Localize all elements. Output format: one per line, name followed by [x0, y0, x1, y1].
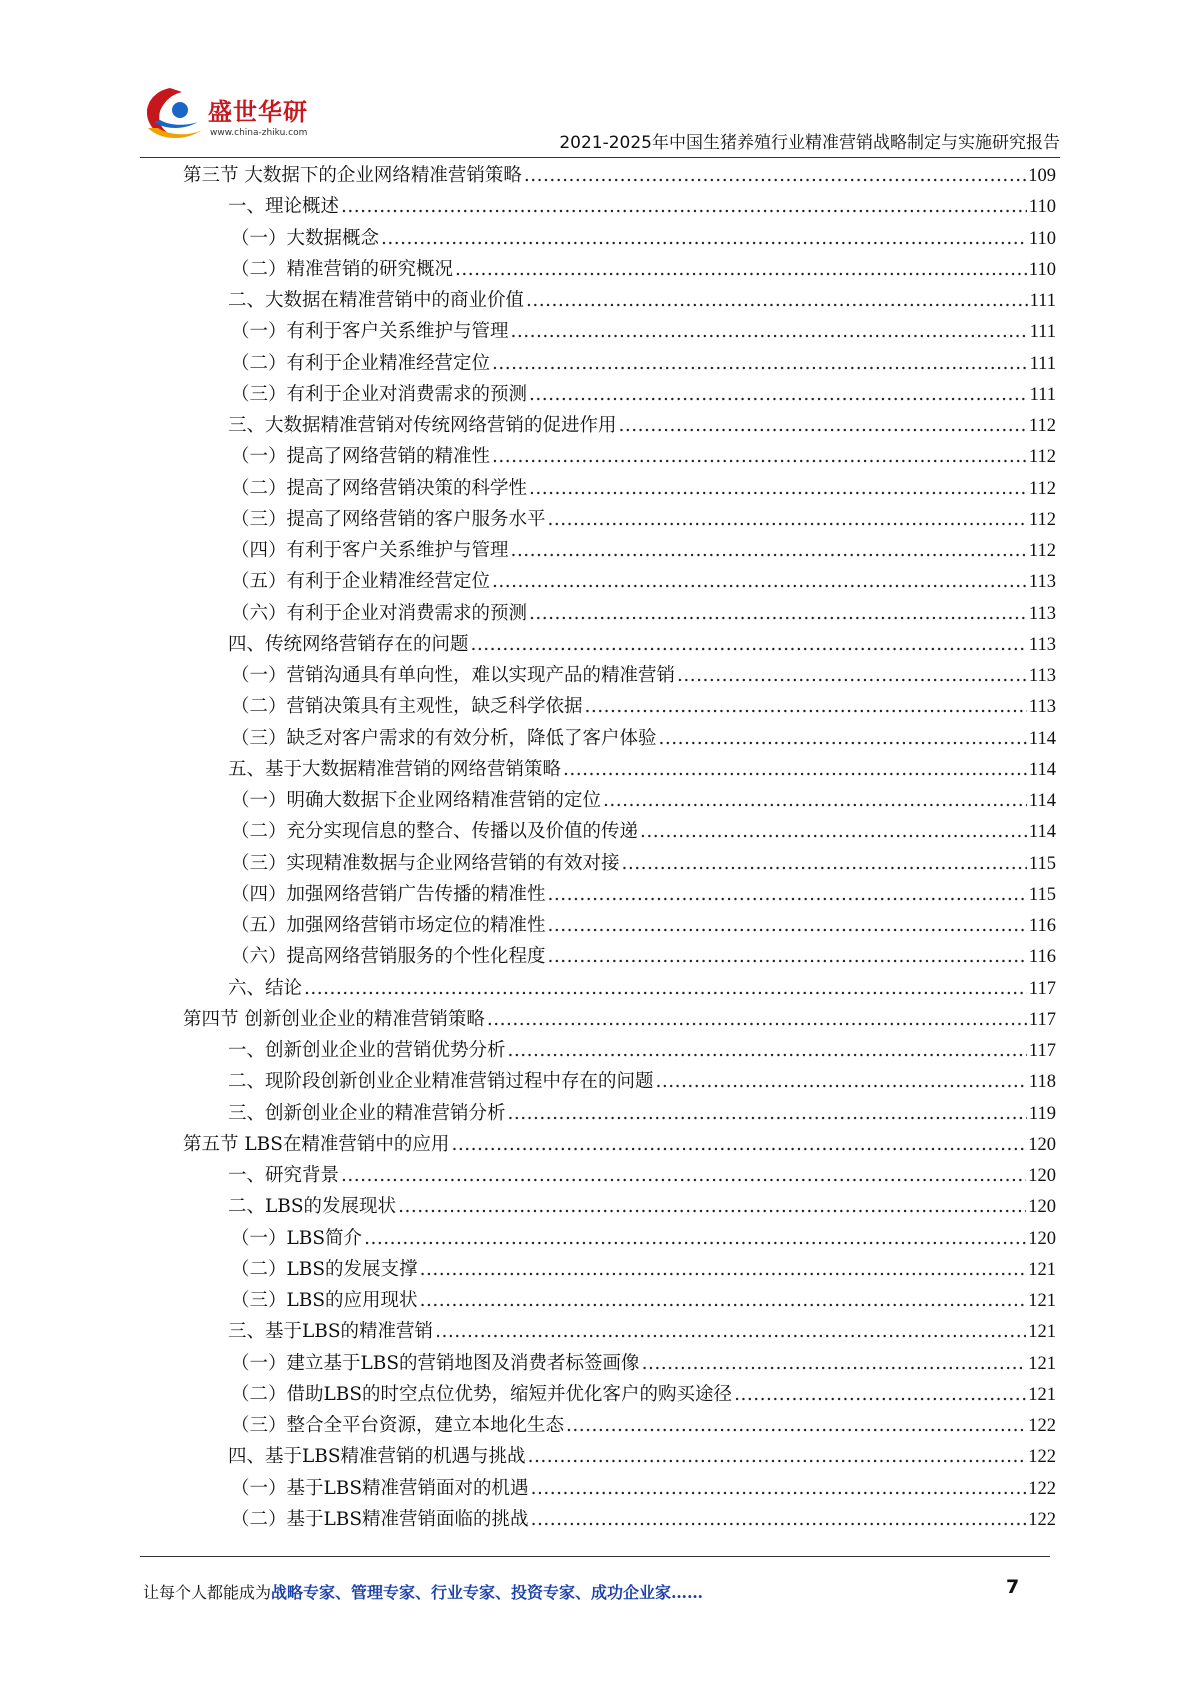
toc-entry[interactable]: [183, 1285, 1056, 1316]
toc-leader-dots: [659, 723, 1027, 754]
toc-leader-dots: [531, 1504, 1027, 1535]
toc-entry-page: 112: [1028, 541, 1056, 561]
toc-entry-page: 118: [1028, 1072, 1056, 1093]
toc-leader-dots: [622, 848, 1027, 879]
toc-entry-label: （三）LBS的应用现状: [231, 1290, 418, 1311]
toc-entry-page: 112: [1028, 416, 1056, 436]
toc-leader-dots: [734, 1379, 1026, 1410]
toc-entry-label: 一、研究背景: [228, 1165, 340, 1186]
toc-leader-dots: [640, 816, 1027, 847]
toc-entry-label: （三）有利于企业对消费需求的预测: [231, 383, 528, 405]
toc-entry-page: 113: [1028, 603, 1056, 624]
toc-entry[interactable]: [183, 785, 1056, 816]
toc-entry-page: 112: [1028, 447, 1056, 468]
toc-entry[interactable]: [183, 660, 1056, 691]
footer-divider: [140, 1556, 1050, 1557]
toc-entry[interactable]: [183, 348, 1056, 379]
logo-url-text: www.china-zhiku.com: [210, 128, 308, 138]
toc-entry[interactable]: [183, 410, 1056, 441]
toc-entry[interactable]: [183, 1504, 1056, 1535]
toc-entry[interactable]: [183, 223, 1056, 254]
toc-entry[interactable]: [183, 910, 1056, 941]
toc-leader-dots: [619, 410, 1027, 441]
toc-leader-dots: [526, 285, 1028, 316]
toc-entry-page: 109: [1028, 166, 1056, 186]
toc-entry-page: 122: [1028, 1447, 1056, 1468]
toc-entry-label: 第三节 大数据下的企业网络精准营销策略: [183, 165, 522, 186]
toc-entry[interactable]: [183, 1316, 1056, 1347]
toc-entry[interactable]: [183, 316, 1056, 347]
toc-entry-page: 122: [1028, 1509, 1056, 1530]
toc-leader-dots: [548, 941, 1027, 972]
toc-leader-dots: [529, 598, 1027, 629]
toc-leader-dots: [528, 1441, 1027, 1472]
toc-entry-label: （三）缺乏对客户需求的有效分析，降低了客户体验: [231, 727, 657, 749]
toc-entry-page: 113: [1028, 634, 1056, 655]
footer-slogan: [143, 1580, 703, 1603]
toc-leader-dots: [341, 1160, 1026, 1191]
toc-entry-label: （二）借助LBS的时空点位优势，缩短并优化客户的购买途径: [231, 1383, 733, 1405]
toc-entry[interactable]: [183, 1223, 1056, 1254]
toc-entry-label: 四、基于LBS精准营销的机遇与挑战: [228, 1446, 526, 1468]
toc-entry-page: 121: [1028, 1291, 1056, 1311]
page-header: [140, 78, 1060, 158]
toc-leader-dots: [364, 1223, 1026, 1254]
toc-leader-dots: [529, 379, 1028, 410]
toc-entry[interactable]: [183, 629, 1056, 660]
toc-entry-label: （二）基于LBS精准营销面临的挑战: [231, 1508, 529, 1530]
toc-entry-page: 119: [1028, 1103, 1056, 1124]
toc-entry[interactable]: [183, 1348, 1056, 1379]
toc-entry-page: 110: [1028, 259, 1056, 280]
toc-entry-label: 一、创新创业企业的营销优势分析: [228, 1040, 506, 1061]
logo-emblem-icon: [140, 84, 210, 150]
toc-leader-dots: [508, 1035, 1027, 1066]
toc-entry-page: 117: [1028, 978, 1056, 999]
footer-slogan-highlight: 战略专家、管理专家、行业专家、投资专家、成功企业家……: [271, 1583, 704, 1602]
toc-leader-dots: [398, 1191, 1026, 1222]
toc-entry[interactable]: [183, 1410, 1056, 1441]
toc-entry-page: 112: [1028, 478, 1056, 499]
toc-entry-label: （一）有利于客户关系维护与管理: [231, 321, 509, 343]
toc-entry-label: （二）提高了网络营销决策的科学性: [231, 477, 528, 499]
toc-entry-label: （三）实现精准数据与企业网络营销的有效对接: [231, 852, 620, 874]
toc-entry-label: （三）整合全平台资源，建立本地化生态: [231, 1415, 565, 1436]
toc-entry[interactable]: [183, 723, 1056, 754]
toc-entry[interactable]: [183, 754, 1056, 785]
toc-entry[interactable]: [183, 848, 1056, 879]
toc-entry-page: 114: [1028, 759, 1056, 780]
toc-entry-page: 116: [1028, 916, 1056, 936]
toc-entry-label: （二）有利于企业精准经营定位: [231, 352, 491, 374]
toc-entry-label: 二、大数据在精准营销中的商业价值: [228, 290, 525, 311]
toc-leader-dots: [381, 223, 1027, 254]
toc-entry[interactable]: [183, 1129, 1056, 1160]
toc-entry-label: （二）LBS的发展支撑: [231, 1258, 418, 1280]
toc-entry-label: 第五节 LBS在精准营销中的应用: [183, 1133, 450, 1155]
toc-entry-label: 二、现阶段创新创业企业精准营销过程中存在的问题: [228, 1071, 654, 1093]
toc-entry-label: （四）加强网络营销广告传播的精准性: [231, 883, 546, 905]
toc-entry[interactable]: [183, 285, 1056, 316]
toc-leader-dots: [548, 879, 1027, 910]
toc-entry-label: （一）基于LBS精准营销面对的机遇: [231, 1477, 529, 1499]
toc-entry-label: （六）有利于企业对消费需求的预测: [231, 602, 528, 624]
toc-entry-label: （一）建立基于LBS的营销地图及消费者标签画像: [231, 1352, 640, 1374]
toc-leader-dots: [435, 1316, 1026, 1347]
toc-leader-dots: [585, 691, 1027, 722]
toc-entry-page: 110: [1028, 197, 1056, 218]
header-divider: [140, 157, 1060, 158]
toc-entry-label: 三、大数据精准营销对传统网络营销的促进作用: [228, 415, 617, 436]
toc-leader-dots: [529, 473, 1027, 504]
toc-entry-label: （三）提高了网络营销的客户服务水平: [231, 508, 546, 530]
toc-entry[interactable]: [183, 1160, 1056, 1191]
toc-entry-label: （一）大数据概念: [231, 227, 380, 249]
toc-leader-dots: [563, 754, 1027, 785]
toc-leader-dots: [548, 504, 1027, 535]
toc-entry[interactable]: [183, 191, 1056, 222]
logo-text: 盛世华研: [208, 98, 308, 126]
toc-entry[interactable]: [183, 1098, 1056, 1129]
toc-entry-page: 121: [1028, 1322, 1056, 1343]
toc-entry[interactable]: [183, 1379, 1056, 1410]
toc-entry-label: 五、基于大数据精准营销的网络营销策略: [228, 758, 562, 780]
toc-entry-page: 120: [1028, 1228, 1056, 1249]
toc-entry[interactable]: [183, 941, 1056, 972]
toc-entry-page: 117: [1028, 1009, 1056, 1030]
toc-leader-dots: [603, 785, 1027, 816]
toc-entry-label: 二、LBS的发展现状: [228, 1196, 397, 1218]
toc-entry-page: 121: [1028, 1353, 1056, 1374]
toc-entry-page: 114: [1028, 728, 1056, 749]
toc-leader-dots: [492, 348, 1028, 379]
toc-entry[interactable]: [183, 691, 1056, 722]
toc-entry[interactable]: [183, 473, 1056, 504]
toc-entry-label: （二）精准营销的研究概况: [231, 258, 454, 280]
toc-entry-page: 121: [1028, 1384, 1056, 1405]
toc-entry[interactable]: [183, 598, 1056, 629]
toc-entry-page: 111: [1029, 384, 1056, 405]
toc-entry-label: （一）LBS简介: [231, 1227, 363, 1249]
toc-entry-label: （一）明确大数据下企业网络精准营销的定位: [231, 790, 602, 811]
toc-leader-dots: [548, 910, 1027, 941]
toc-entry-page: 112: [1028, 509, 1056, 530]
toc-entry-label: （二）充分实现信息的整合、传播以及价值的传递: [231, 821, 639, 843]
toc-entry-label: 三、基于LBS的精准营销: [228, 1321, 434, 1343]
toc-leader-dots: [677, 660, 1027, 691]
toc-entry[interactable]: [183, 1441, 1056, 1472]
toc-entry-label: 六、结论: [228, 977, 303, 999]
toc-entry[interactable]: [183, 879, 1056, 910]
toc-entry-page: 111: [1029, 291, 1056, 311]
toc-leader-dots: [420, 1254, 1027, 1285]
toc-entry[interactable]: [183, 1066, 1056, 1097]
toc-entry[interactable]: [183, 254, 1056, 285]
toc-leader-dots: [341, 191, 1027, 222]
toc-entry[interactable]: [183, 566, 1056, 597]
toc-leader-dots: [531, 1473, 1027, 1504]
toc-leader-dots: [566, 1410, 1026, 1441]
toc-leader-dots: [511, 535, 1027, 566]
toc-entry-page: 113: [1028, 666, 1056, 686]
toc-leader-dots: [304, 973, 1027, 1004]
toc-leader-dots: [642, 1348, 1027, 1379]
toc-leader-dots: [451, 1129, 1026, 1160]
toc-leader-dots: [524, 160, 1026, 191]
toc-entry[interactable]: [183, 504, 1056, 535]
toc-entry-label: （五）加强网络营销市场定位的精准性: [231, 915, 546, 936]
toc-entry[interactable]: [183, 441, 1056, 472]
toc-entry-page: 113: [1028, 697, 1056, 718]
toc-leader-dots: [487, 1004, 1027, 1035]
toc-entry-page: 120: [1028, 1134, 1056, 1155]
toc-leader-dots: [420, 1285, 1027, 1316]
toc-entry-label: （四）有利于客户关系维护与管理: [231, 540, 509, 561]
toc-entry[interactable]: [183, 816, 1056, 847]
toc-entry-page: 115: [1028, 884, 1056, 905]
toc-entry-page: 113: [1028, 572, 1056, 593]
toc-entry[interactable]: [183, 379, 1056, 410]
toc-entry-page: 111: [1029, 353, 1056, 374]
toc-entry-page: 122: [1028, 1416, 1056, 1436]
toc-entry-page: 117: [1028, 1041, 1056, 1061]
toc-entry[interactable]: [183, 1473, 1056, 1504]
toc-entry-label: （二）营销决策具有主观性，缺乏科学依据: [231, 696, 583, 718]
report-title: 2021-2025年中国生猪养殖行业精准营销战略制定与实施研究报告: [559, 133, 1060, 153]
toc-entry-label: （一）营销沟通具有单向性，难以实现产品的精准营销: [231, 665, 676, 686]
toc-entry-page: 122: [1028, 1478, 1056, 1499]
toc-entry-label: （五）有利于企业精准经营定位: [231, 571, 491, 593]
toc-entry-label: （六）提高网络营销服务的个性化程度: [231, 946, 546, 968]
toc-entry-label: 三、创新创业企业的精准营销分析: [228, 1102, 506, 1124]
toc-entry-page: 120: [1028, 1197, 1056, 1218]
toc-leader-dots: [511, 316, 1028, 347]
toc-entry-page: 114: [1028, 791, 1056, 811]
toc-entry-page: 115: [1028, 853, 1056, 874]
toc-leader-dots: [656, 1066, 1027, 1097]
footer-slogan-prefix: 让每个人都能成为: [143, 1583, 272, 1602]
toc-entry-page: 121: [1028, 1259, 1056, 1280]
toc-entry[interactable]: [183, 973, 1056, 1004]
page-number: 7: [1006, 1576, 1020, 1598]
toc-entry-page: 111: [1029, 322, 1056, 343]
toc-entry-page: 114: [1028, 822, 1056, 843]
company-logo: [140, 84, 320, 150]
toc-entry[interactable]: [183, 1191, 1056, 1222]
toc-entry-label: （一）提高了网络营销的精准性: [231, 446, 491, 468]
toc-entry[interactable]: [183, 1004, 1056, 1035]
toc-entry-page: 116: [1028, 947, 1056, 968]
toc-entry[interactable]: [183, 160, 1056, 191]
toc-entry-label: 一、理论概述: [228, 196, 340, 218]
toc-leader-dots: [508, 1098, 1027, 1129]
toc-entry-label: 四、传统网络营销存在的问题: [228, 633, 469, 655]
toc-entry[interactable]: [183, 1035, 1056, 1066]
toc-entry-page: 110: [1028, 228, 1056, 249]
toc-leader-dots: [455, 254, 1027, 285]
toc-leader-dots: [492, 441, 1027, 472]
toc-leader-dots: [471, 629, 1027, 660]
toc-entry-label: 第四节 创新创业企业的精准营销策略: [183, 1008, 485, 1030]
toc-entry-page: 120: [1028, 1166, 1056, 1186]
toc-leader-dots: [492, 566, 1027, 597]
table-of-contents: [183, 160, 1056, 1535]
toc-entry[interactable]: [183, 535, 1056, 566]
toc-entry[interactable]: [183, 1254, 1056, 1285]
